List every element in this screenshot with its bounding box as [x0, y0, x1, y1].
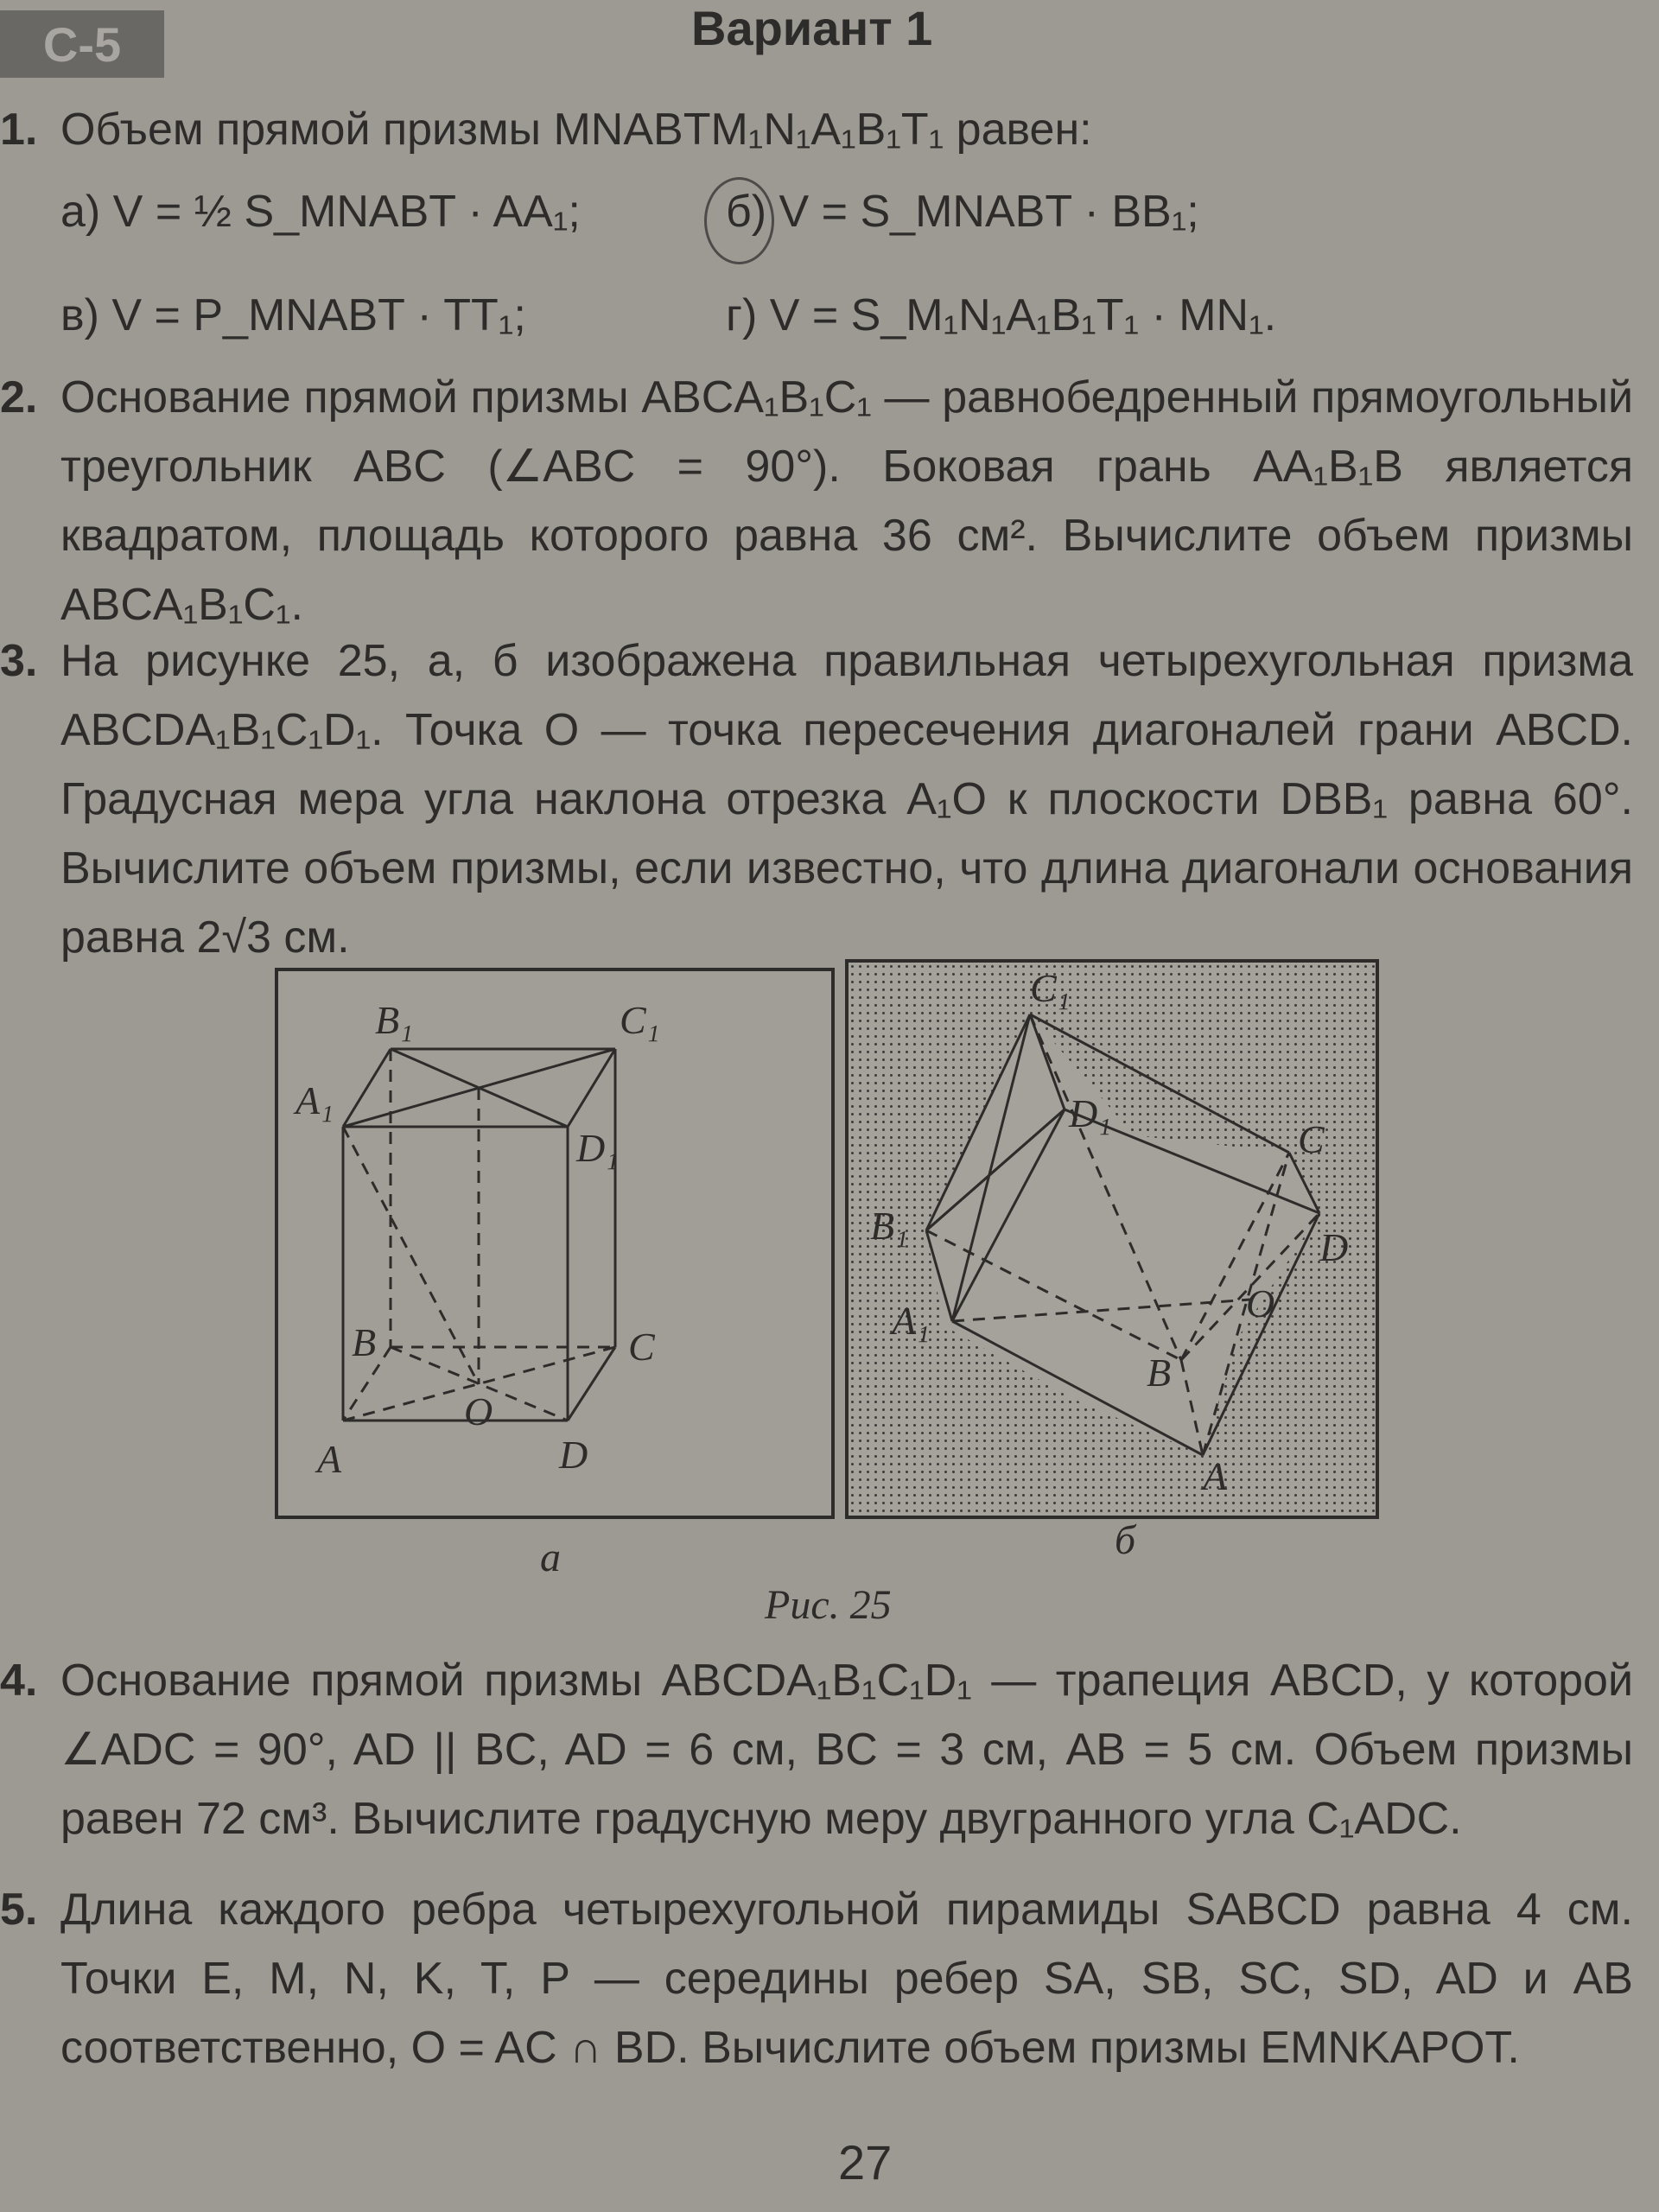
- figure-b: [845, 959, 1379, 1519]
- question-text: На рисунке 25, а, б изображена правильная четырехугольная призма ABCDA₁B₁C₁D₁. Точка O — точка пересечения диагоналей грани ABCD. Градусная мера угла наклона отрезка A₁O к плоскости DBB₁ равна 60°. Вычислите объем призмы, если известно, что длина диагонали основания равна 2√3 см.: [60, 636, 1633, 963]
- label-a1: A₁: [892, 1299, 931, 1343]
- option-a: а) V = ½ S_MNABT · AA₁;: [60, 187, 581, 237]
- option-g: г) V = S_M₁N₁A₁B₁T₁ · MN₁.: [726, 290, 1277, 340]
- answer-circle-mark: [704, 177, 774, 264]
- variant-title: Вариант 1: [691, 1, 933, 55]
- question-number: 3.: [0, 636, 38, 686]
- question-text: Основание прямой призмы ABCA₁B₁C₁ — равнобедренный прямоугольный треугольник ABC (∠ABC = 90°). Боковая грань AA₁B₁B является квадратом, площадь которого равна 36 см². Вычислите объем призмы ABCA₁B₁C₁.: [60, 372, 1633, 630]
- caption-a: а: [540, 1535, 561, 1580]
- caption-b: б: [1115, 1517, 1136, 1563]
- option-b: б) V = S_MNABT · BB₁;: [726, 187, 1199, 237]
- label-c1: C₁: [1030, 966, 1071, 1010]
- question-text: Длина каждого ребра четырехугольной пирамиды SABCD равна 4 см. Точки E, M, N, K, T, P — середины ребер SA, SB, SC, SD, AD и AB соответственно, O = AC ∩ BD. Вычислите объем призмы EMNKAPOT.: [60, 1885, 1633, 2073]
- question-text: Основание прямой призмы ABCDA₁B₁C₁D₁ — трапеция ABCD, у которой ∠ADC = 90°, AD || BC, AD = 6 см, BC = 3 см, AB = 5 см. Объем призмы равен 72 см³. Вычислите градусную меру двугранного угла C₁ADC.: [60, 1656, 1633, 1844]
- label-b1: B₁: [870, 1204, 909, 1248]
- label-d: D: [1319, 1225, 1349, 1269]
- label-a1: A₁: [296, 1078, 334, 1122]
- label-d1: D₁: [1069, 1091, 1112, 1135]
- label-c: C: [628, 1325, 655, 1369]
- label-d1: D₁: [576, 1126, 620, 1170]
- label-b1: B₁: [375, 998, 414, 1042]
- label-o: O: [464, 1389, 493, 1433]
- label-c: C: [1298, 1117, 1325, 1161]
- label-a: A: [1203, 1454, 1228, 1498]
- question-number: 5.: [0, 1885, 38, 1935]
- prism-diagram-b: [849, 963, 1376, 1516]
- label-d: D: [559, 1433, 588, 1477]
- option-v: в) V = P_MNABT · TT₁;: [60, 290, 526, 340]
- label-c1: C₁: [620, 998, 660, 1042]
- question-number: 2.: [0, 372, 38, 423]
- question-number: 1.: [0, 105, 38, 155]
- label-b: B: [352, 1320, 377, 1364]
- page-number: 27: [838, 2135, 893, 2190]
- question-number: 4.: [0, 1656, 38, 1706]
- section-badge: С-5: [0, 10, 164, 78]
- label-a: A: [317, 1437, 342, 1481]
- figure-a: [275, 968, 835, 1519]
- question-text: Объем прямой призмы MNABTM₁N₁A₁B₁T₁ равен:: [60, 105, 1092, 155]
- prism-diagram-a: [278, 971, 831, 1516]
- label-b: B: [1147, 1351, 1172, 1395]
- figure-title: Рис. 25: [765, 1582, 892, 1628]
- label-o: O: [1246, 1281, 1275, 1325]
